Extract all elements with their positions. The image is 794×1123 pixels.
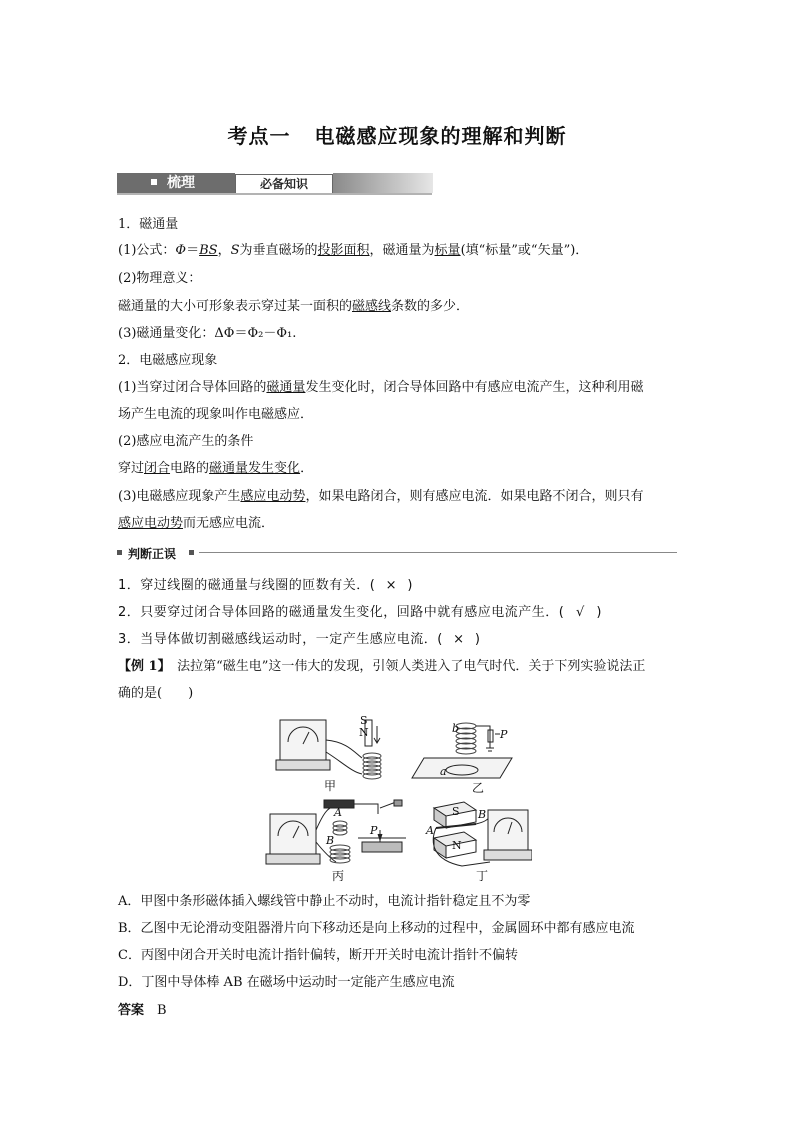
judge-item-1: 1．穿过线圈的磁通量与线圈的匝数有关．( × ): [118, 578, 413, 593]
example-stem-line1: 【例 1】 法拉第“磁生电”这一伟大的发现，引领人类进入了电气时代．关于下列实验说法正: [118, 659, 646, 674]
option-a: A．甲图中条形磁体插入螺线管中静止不动时，电流计指针稳定且不为零: [118, 894, 531, 909]
banner-gradient: [333, 173, 433, 193]
s1-change: (3)磁通量变化：ΔΦ＝Φ₂－Φ₁.: [118, 326, 297, 341]
option-c: C．丙图中闭合开关时电流计指针偏转，断开开关时电流计指针不偏转: [118, 948, 518, 963]
label-P-yi: P: [500, 728, 508, 741]
option-b: B．乙图中无论滑动变阻器滑片向下移动还是向上移动的过程中，金属圆环中都有感应电流: [118, 921, 635, 936]
caption-ding: 丁: [476, 869, 489, 883]
label-N-ding: N: [452, 839, 462, 852]
label-b: b: [452, 722, 460, 735]
check-mark: √: [575, 605, 585, 620]
option-d: D．丁图中导体棒 AB 在磁场中运动时一定能产生感应电流: [118, 975, 455, 990]
s1-formula: (1)公式：Φ＝BS，S为垂直磁场的投影面积，磁通量为标量(填“标量”或“矢量”)．: [118, 243, 589, 258]
cross-mark: ×: [385, 578, 398, 593]
banner-left-tag: 梳理: [117, 173, 235, 193]
s2-p3-line2: 感应电动势而无感应电流．: [118, 516, 275, 531]
answer: 答案 B: [118, 1003, 167, 1018]
label-S: S: [360, 714, 368, 727]
judge-item-2: 2．只要穿过闭合导体回路的磁通量发生变化，回路中就有感应电流产生．( √ ): [118, 605, 602, 620]
caption-bing: 丙: [332, 869, 345, 883]
section-banner: [117, 173, 432, 195]
label-P-bing: P: [370, 824, 378, 837]
experiment-diagram: [262, 712, 532, 884]
s1-heading: 1．磁通量: [118, 217, 179, 232]
square-bullet-icon: [151, 179, 157, 185]
label-S-ding: S: [452, 805, 460, 818]
label-a: a: [440, 765, 447, 778]
s2-p1-line1: (1)当穿过闭合导体回路的磁通量发生变化时，闭合导体回路中有感应电流产生，这种利用磁: [118, 380, 644, 395]
s1-meaning-label: (2)物理意义：: [118, 271, 202, 286]
banner-right-tag: 必备知识: [235, 174, 333, 194]
label-A-bing: A: [334, 806, 342, 819]
label-N: N: [359, 726, 369, 739]
s2-p1-line2: 场产生电流的现象叫作电磁感应．: [118, 407, 314, 422]
s2-p2: 穿过闭合电路的磁通量发生变化．: [118, 461, 314, 476]
square-bullet-icon: [117, 550, 122, 555]
square-bullet-icon: [189, 550, 194, 555]
label-B-ding: B: [478, 808, 487, 821]
label-A-ding: A: [426, 824, 434, 837]
banner-shadow: [117, 193, 432, 195]
experiment-figure: [262, 712, 532, 884]
example-label: 【例 1】: [118, 659, 171, 674]
s2-p2-label: (2)感应电流产生的条件: [118, 434, 254, 449]
caption-jia: 甲: [324, 779, 337, 793]
s2-heading: 2．电磁感应现象: [118, 353, 218, 368]
s1-meaning: 磁通量的大小可形象表示穿过某一面积的磁感线条数的多少．: [118, 299, 470, 314]
s2-p3-line1: (3)电磁感应现象产生感应电动势，如果电路闭合，则有感应电流．如果电路不闭合，则只有: [118, 489, 644, 504]
label-B-bing: B: [326, 834, 335, 847]
divider: [199, 552, 677, 553]
page-title: 考点一 电磁感应现象的理解和判断: [227, 124, 567, 148]
caption-yi: 乙: [472, 781, 485, 795]
judge-item-3: 3．当导体做切割磁感线运动时，一定产生感应电流．( × ): [118, 632, 481, 647]
cross-mark: ×: [453, 632, 465, 647]
example-stem-line2: 确的是( ): [118, 686, 194, 701]
judge-subheading: 判断正误: [117, 546, 677, 560]
